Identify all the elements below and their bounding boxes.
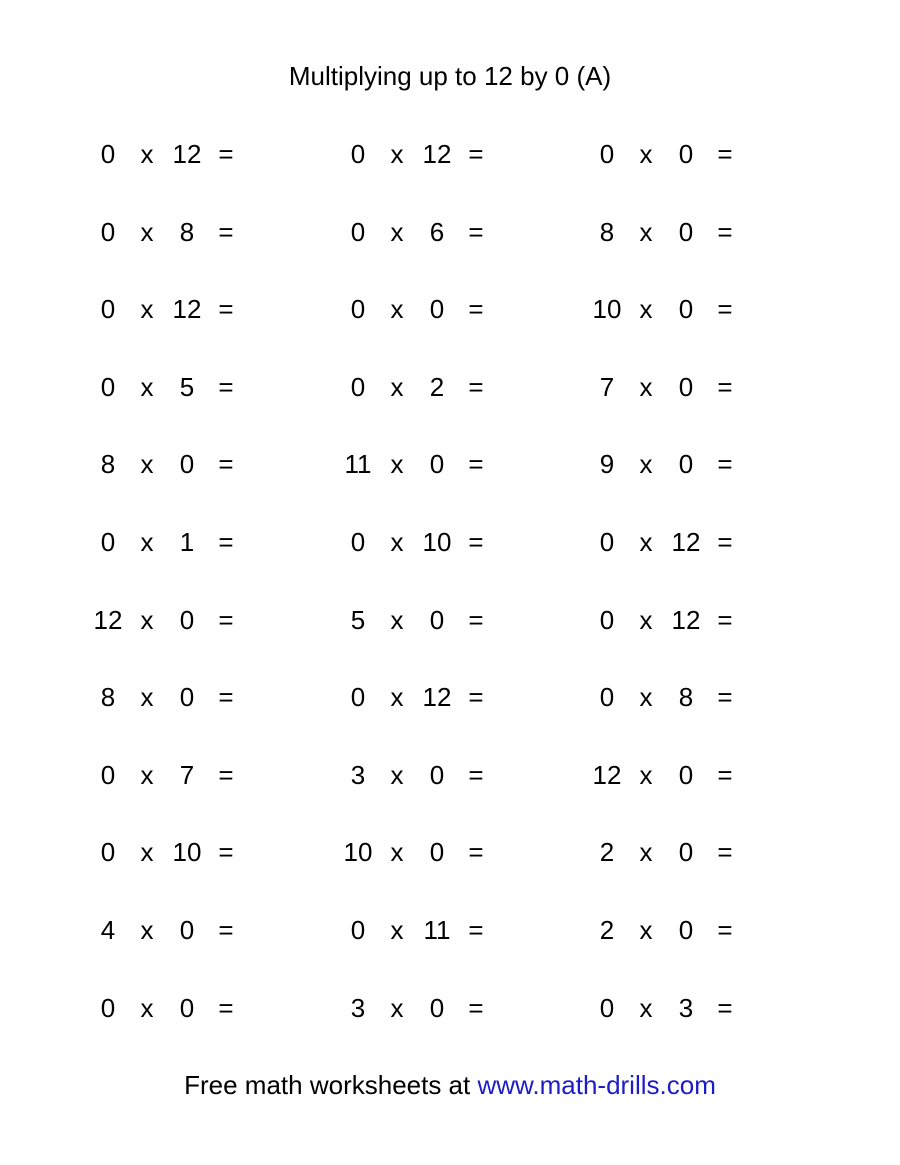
factor-b: 8 — [678, 682, 694, 712]
equals-sign: = — [218, 449, 234, 479]
times-sign: x — [390, 294, 404, 324]
times-sign: x — [140, 372, 154, 402]
times-sign: x — [639, 139, 653, 169]
times-sign: x — [140, 993, 154, 1023]
times-sign: x — [390, 837, 404, 867]
factor-a: 4 — [100, 915, 116, 945]
equals-sign: = — [468, 605, 484, 635]
problem — [587, 602, 757, 638]
factor-a: 0 — [350, 217, 366, 247]
times-sign: x — [140, 139, 154, 169]
problem — [338, 214, 508, 250]
problem — [587, 524, 757, 560]
factor-b: 0 — [678, 217, 694, 247]
factor-a: 8 — [100, 449, 116, 479]
factor-a: 3 — [350, 760, 366, 790]
factor-b: 12 — [172, 139, 202, 169]
worksheet-title: Multiplying up to 12 by 0 (A) — [288, 61, 612, 91]
factor-a: 0 — [350, 372, 366, 402]
equals-sign: = — [468, 837, 484, 867]
factor-b: 0 — [179, 682, 195, 712]
footer-text: Free math worksheets at — [184, 1070, 471, 1100]
times-sign: x — [390, 993, 404, 1023]
problem — [88, 602, 258, 638]
factor-b: 0 — [678, 294, 694, 324]
problem — [338, 757, 508, 793]
equals-sign: = — [218, 139, 234, 169]
factor-b: 0 — [678, 372, 694, 402]
problem — [88, 136, 258, 172]
factor-a: 0 — [100, 217, 116, 247]
factor-b: 0 — [678, 760, 694, 790]
factor-a: 10 — [592, 294, 622, 324]
factor-b: 0 — [179, 605, 195, 635]
times-sign: x — [140, 217, 154, 247]
factor-a: 0 — [599, 527, 615, 557]
factor-a: 10 — [343, 837, 373, 867]
problem — [587, 446, 757, 482]
factor-b: 7 — [179, 760, 195, 790]
factor-a: 0 — [350, 915, 366, 945]
factor-b: 0 — [429, 294, 445, 324]
factor-a: 9 — [599, 449, 615, 479]
times-sign: x — [639, 449, 653, 479]
equals-sign: = — [717, 449, 733, 479]
problem — [338, 291, 508, 327]
times-sign: x — [639, 217, 653, 247]
problem — [338, 369, 508, 405]
factor-b: 0 — [678, 915, 694, 945]
factor-a: 0 — [350, 294, 366, 324]
problem — [88, 524, 258, 560]
equals-sign: = — [218, 605, 234, 635]
times-sign: x — [140, 837, 154, 867]
factor-a: 0 — [599, 682, 615, 712]
equals-sign: = — [717, 993, 733, 1023]
equals-sign: = — [468, 682, 484, 712]
factor-b: 12 — [422, 139, 452, 169]
factor-a: 12 — [93, 605, 123, 635]
problem — [587, 757, 757, 793]
problem — [587, 834, 757, 870]
equals-sign: = — [468, 294, 484, 324]
factor-a: 7 — [599, 372, 615, 402]
times-sign: x — [140, 682, 154, 712]
equals-sign: = — [218, 760, 234, 790]
problem — [88, 834, 258, 870]
problem — [587, 990, 757, 1026]
problem — [338, 679, 508, 715]
factor-a: 5 — [350, 605, 366, 635]
equals-sign: = — [717, 837, 733, 867]
factor-b: 0 — [179, 993, 195, 1023]
times-sign: x — [639, 915, 653, 945]
factor-b: 12 — [422, 682, 452, 712]
factor-a: 3 — [350, 993, 366, 1023]
problem — [587, 912, 757, 948]
problem — [88, 214, 258, 250]
factor-a: 0 — [350, 527, 366, 557]
factor-a: 0 — [599, 993, 615, 1023]
problem — [338, 912, 508, 948]
equals-sign: = — [218, 993, 234, 1023]
times-sign: x — [639, 760, 653, 790]
factor-a: 12 — [592, 760, 622, 790]
factor-b: 0 — [678, 139, 694, 169]
equals-sign: = — [218, 294, 234, 324]
problem — [88, 990, 258, 1026]
times-sign: x — [140, 915, 154, 945]
equals-sign: = — [218, 682, 234, 712]
times-sign: x — [390, 449, 404, 479]
factor-b: 2 — [429, 372, 445, 402]
times-sign: x — [140, 605, 154, 635]
factor-a: 0 — [350, 682, 366, 712]
problem — [88, 757, 258, 793]
equals-sign: = — [717, 605, 733, 635]
factor-a: 0 — [350, 139, 366, 169]
factor-a: 0 — [100, 760, 116, 790]
equals-sign: = — [468, 993, 484, 1023]
equals-sign: = — [218, 372, 234, 402]
factor-a: 8 — [599, 217, 615, 247]
factor-a: 0 — [599, 605, 615, 635]
equals-sign: = — [468, 449, 484, 479]
factor-b: 6 — [429, 217, 445, 247]
problem — [587, 679, 757, 715]
problem — [587, 136, 757, 172]
factor-b: 0 — [429, 837, 445, 867]
factor-b: 0 — [678, 837, 694, 867]
factor-a: 0 — [100, 993, 116, 1023]
factor-a: 0 — [100, 139, 116, 169]
factor-a: 8 — [100, 682, 116, 712]
factor-b: 5 — [179, 372, 195, 402]
factor-b: 0 — [179, 915, 195, 945]
factor-a: 2 — [599, 837, 615, 867]
times-sign: x — [639, 837, 653, 867]
times-sign: x — [390, 915, 404, 945]
factor-b: 0 — [429, 449, 445, 479]
problem — [88, 446, 258, 482]
factor-b: 12 — [671, 527, 701, 557]
equals-sign: = — [468, 527, 484, 557]
problem — [587, 369, 757, 405]
times-sign: x — [390, 760, 404, 790]
times-sign: x — [639, 993, 653, 1023]
times-sign: x — [140, 760, 154, 790]
equals-sign: = — [717, 915, 733, 945]
equals-sign: = — [218, 527, 234, 557]
problem — [587, 214, 757, 250]
equals-sign: = — [717, 682, 733, 712]
times-sign: x — [639, 605, 653, 635]
times-sign: x — [390, 139, 404, 169]
problem — [338, 446, 508, 482]
factor-a: 0 — [100, 837, 116, 867]
times-sign: x — [639, 527, 653, 557]
equals-sign: = — [218, 837, 234, 867]
equals-sign: = — [717, 527, 733, 557]
factor-b: 12 — [671, 605, 701, 635]
equals-sign: = — [218, 217, 234, 247]
footer — [0, 1067, 900, 1103]
factor-a: 0 — [599, 139, 615, 169]
factor-a: 11 — [344, 449, 372, 479]
equals-sign: = — [717, 760, 733, 790]
times-sign: x — [390, 527, 404, 557]
equals-sign: = — [717, 294, 733, 324]
factor-b: 0 — [429, 605, 445, 635]
factor-b: 3 — [678, 993, 694, 1023]
problem — [338, 834, 508, 870]
factor-b: 0 — [429, 993, 445, 1023]
factor-b: 0 — [179, 449, 195, 479]
equals-sign: = — [468, 760, 484, 790]
times-sign: x — [639, 294, 653, 324]
factor-a: 0 — [100, 372, 116, 402]
equals-sign: = — [218, 915, 234, 945]
problem — [338, 136, 508, 172]
factor-a: 2 — [599, 915, 615, 945]
math-drills-link[interactable]: www.math-drills.com — [477, 1070, 716, 1100]
times-sign: x — [390, 217, 404, 247]
times-sign: x — [639, 682, 653, 712]
times-sign: x — [390, 605, 404, 635]
times-sign: x — [140, 294, 154, 324]
factor-b: 10 — [172, 837, 202, 867]
times-sign: x — [140, 449, 154, 479]
times-sign: x — [140, 527, 154, 557]
factor-b: 8 — [179, 217, 195, 247]
factor-b: 12 — [172, 294, 202, 324]
factor-b: 11 — [423, 915, 451, 945]
factor-b: 0 — [678, 449, 694, 479]
equals-sign: = — [468, 139, 484, 169]
equals-sign: = — [717, 217, 733, 247]
problem — [88, 291, 258, 327]
factor-a: 0 — [100, 294, 116, 324]
equals-sign: = — [468, 372, 484, 402]
times-sign: x — [639, 372, 653, 402]
equals-sign: = — [717, 372, 733, 402]
problem — [88, 679, 258, 715]
problem — [88, 369, 258, 405]
equals-sign: = — [717, 139, 733, 169]
factor-b: 0 — [429, 760, 445, 790]
times-sign: x — [390, 372, 404, 402]
problem — [587, 291, 757, 327]
problem — [88, 912, 258, 948]
factor-b: 10 — [422, 527, 452, 557]
problem — [338, 990, 508, 1026]
problem — [338, 602, 508, 638]
problem — [338, 524, 508, 560]
factor-a: 0 — [100, 527, 116, 557]
equals-sign: = — [468, 217, 484, 247]
times-sign: x — [390, 682, 404, 712]
equals-sign: = — [468, 915, 484, 945]
factor-b: 1 — [179, 527, 195, 557]
